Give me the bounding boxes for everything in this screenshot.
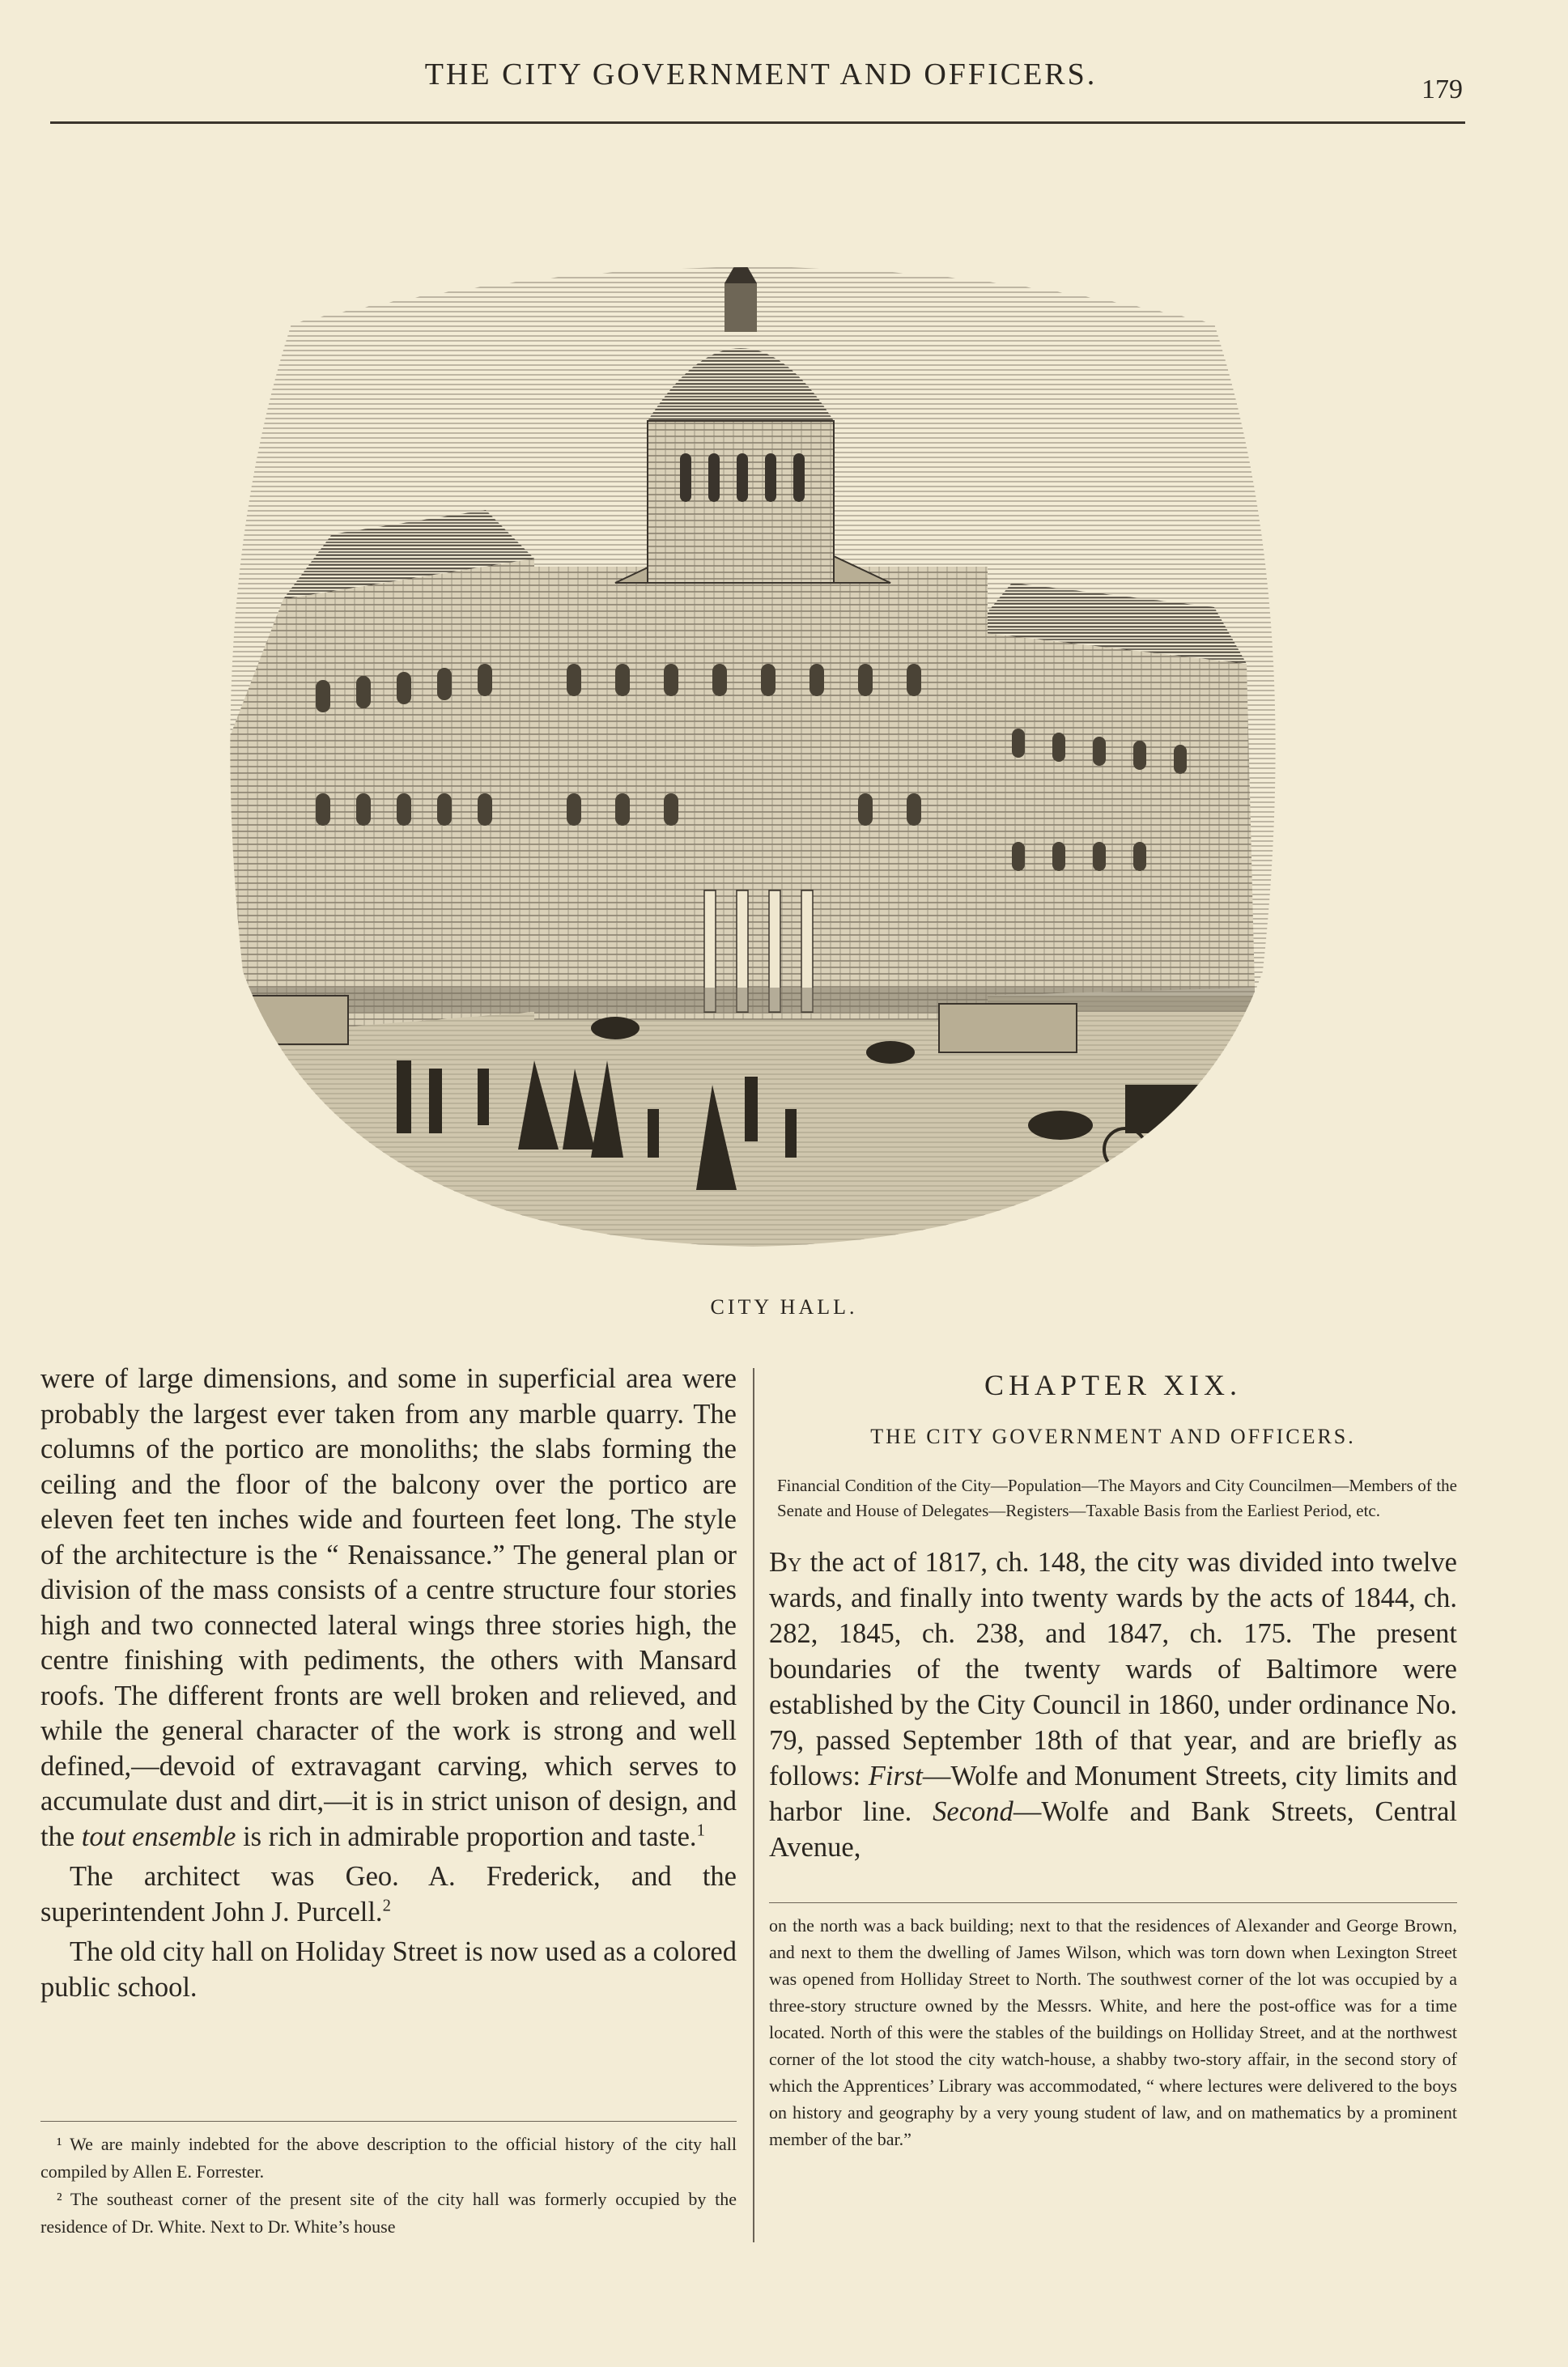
right-column <box>769 1362 1457 1865</box>
column-divider <box>753 1368 754 2242</box>
footnote-2-continued: on the north was a back building; next to that the residences of Alexander and George Brown, and next to them the dwelling of James Wilson, which was torn down when Lexington Street was opened from Holliday Street to North. The southwest corner of the lot was occupied by a three-story structure owned by the Messrs. White, and here the post-office was for a time located. North of this were the stables of the buildings on Holliday Street, and at the northwest corner of the lot stood the city watch-house, a shabby two-story affair, in the second story of which the Apprentices’ Library was accommodated, “ where lectures were delivered to the boys on history and geography by a very young student of law, and on mathematics by a prominent member of the bar.” <box>769 1915 1457 2149</box>
page-number: 179 <box>1421 74 1463 104</box>
chapter-number: CHAPTER XIX. <box>984 1369 1242 1401</box>
body-text: the act of 1817, ch. 148, the city was divided into twelve wards, and finally into twenty wards by the acts of 1844, ch. 282, 1845, ch. 238, and 1847, ch. 175. The present boundaries of the twenty wards of Baltimore were established by the City Council in 1860, under ordinance No. 79, passed September 18th of that year, and are briefly as follows: <box>769 1547 1457 1791</box>
paragraph-city-hall-description <box>40 1362 737 1855</box>
footnote-ref: 1 <box>696 1821 705 1839</box>
running-head: THE CITY GOVERNMENT AND OFFICERS. <box>424 57 1098 91</box>
body-text: —Wolfe and Monument Streets, city limits and harbor line. <box>769 1761 1457 1827</box>
city-hall-engraving <box>194 178 1311 1263</box>
footnote-ref: 2 <box>382 1897 391 1914</box>
body-text: —Wolfe and Bank Streets, Central Avenue, <box>769 1796 1457 1863</box>
footnote-1: ¹ We are mainly indebted for the above description to the official history of the city hall compiled by Allen E. Forrester. <box>40 2134 737 2182</box>
footnote-2: ² The southeast corner of the present site of the city hall was formerly occupied by the residence of Dr. White. Next to Dr. White’s house <box>40 2189 737 2237</box>
left-column <box>40 1362 737 2005</box>
paragraph-text: is rich in admirable proportion and taste. <box>236 1821 697 1852</box>
paragraph-architect <box>40 1859 737 1930</box>
ward-label-first: First <box>868 1761 923 1791</box>
paragraph-text: were of large dimensions, and some in superficial area were probably the largest ever taken from any marble quarry. The columns of the portico are monoliths; the slabs forming the ceiling and the floor of the balcony over the portico are eleven feet ten inches wide and fourteen feet long. The style of the architecture is the “ Renaissance.” The general plan or division of the mass consists of a centre structure four stories high and two connected lateral wings three stories high, the centre finishing with pediments, the others with Mansard roofs. The different fronts are well broken and relieved, and while the general character of the work is strong and well defined,—devoid of extravagant carving, which serves to accumulate dust and dirt,—it is in strict unison of design, and the <box>40 1363 737 1852</box>
ward-label-second: Second <box>933 1796 1013 1827</box>
footnote-continuation <box>769 1912 1457 2152</box>
footnote-rule <box>40 2121 737 2122</box>
footnote-rule <box>769 1902 1457 1903</box>
paragraph-old-city-hall: The old city hall on Holiday Street is now used as a colored public school. <box>40 1936 737 2003</box>
header-rule <box>50 121 1465 124</box>
chapter-body <box>769 1545 1457 1865</box>
chapter-title: THE CITY GOVERNMENT AND OFFICERS. <box>870 1425 1356 1448</box>
paragraph-text: The architect was Geo. A. Frederick, and the superintendent John J. Purcell. <box>40 1861 737 1927</box>
italic-phrase: tout ensemble <box>81 1821 236 1852</box>
chapter-summary: Financial Condition of the City—Population—The Mayors and City Councilmen—Members of the Senate and House of Delegates—Registers—Taxable Basis from the Earliest Period, etc. <box>777 1476 1457 1520</box>
lead-word: By <box>769 1547 802 1578</box>
footnotes-left <box>40 2131 737 2241</box>
illustration-caption: CITY HALL. <box>710 1295 858 1319</box>
